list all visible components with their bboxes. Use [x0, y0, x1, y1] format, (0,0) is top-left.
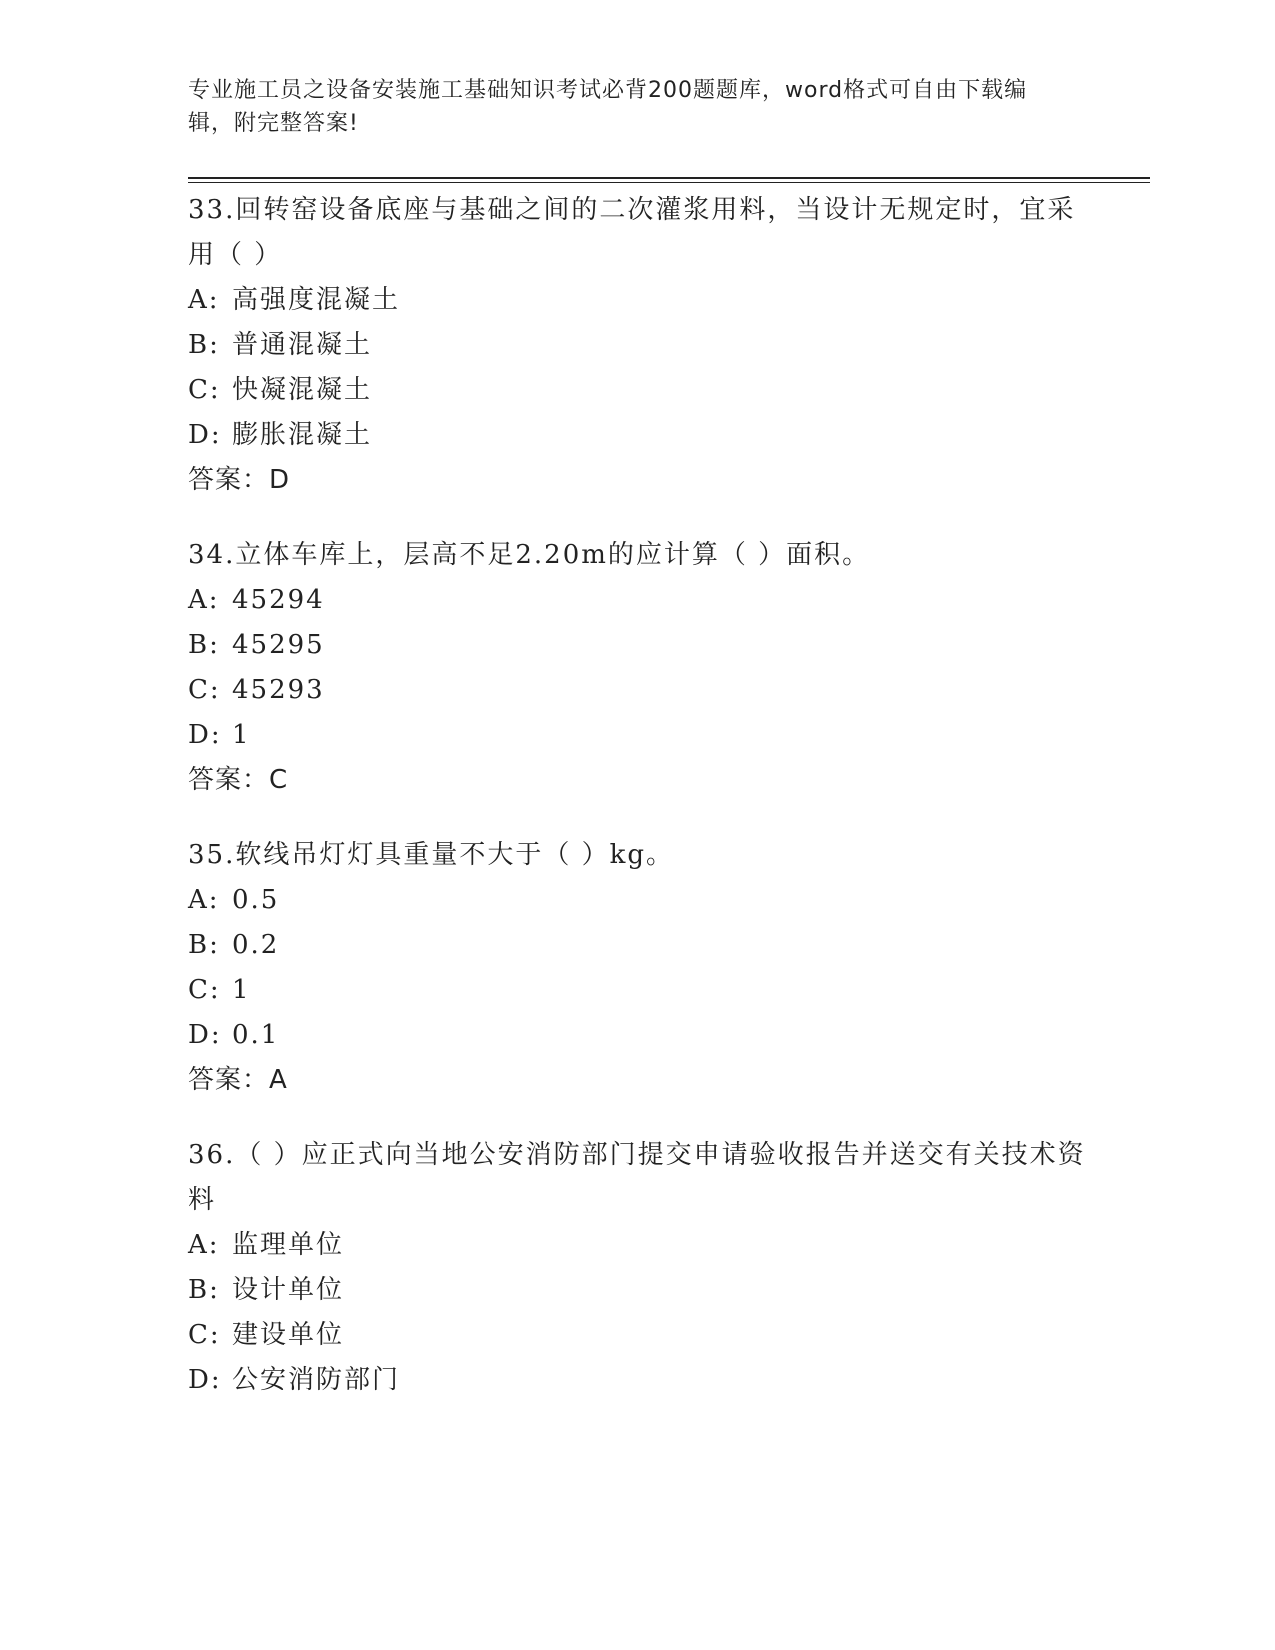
- option-text: 1: [232, 720, 251, 750]
- option-d: [188, 1358, 1088, 1403]
- option-a: [188, 878, 1088, 923]
- answer-line: 答案：A: [188, 1065, 288, 1095]
- option-text: 45293: [232, 675, 325, 705]
- option-b: [188, 323, 1088, 368]
- option-d: [188, 1013, 1088, 1058]
- option-letter: B:: [188, 330, 220, 360]
- option-letter: D:: [188, 720, 222, 750]
- option-letter: A:: [188, 585, 220, 615]
- option-text: 0.5: [232, 885, 280, 915]
- option-text: 设计单位: [232, 1275, 345, 1305]
- option-text: 45295: [232, 630, 325, 660]
- question-stem: 33.回转窑设备底座与基础之间的二次灌浆用料，当设计无规定时，宜采用（ ）: [188, 195, 1076, 270]
- header-rule-thin: [188, 182, 1150, 183]
- option-b: [188, 1268, 1088, 1313]
- option-d: [188, 713, 1088, 758]
- header-rule-thick: [188, 177, 1150, 179]
- question-36: [188, 1133, 1088, 1403]
- option-text: 45294: [232, 585, 325, 615]
- question-34: [188, 533, 1088, 803]
- question-list: [188, 188, 1088, 1433]
- option-letter: B:: [188, 930, 220, 960]
- option-letter: A:: [188, 285, 220, 315]
- option-text: 0.2: [232, 930, 280, 960]
- option-text: 高强度混凝土: [232, 285, 401, 315]
- option-letter: D:: [188, 420, 222, 450]
- option-text: 监理单位: [232, 1230, 345, 1260]
- answer-line: 答案：C: [188, 765, 289, 795]
- option-c: [188, 1313, 1088, 1358]
- option-letter: C:: [188, 675, 221, 705]
- option-letter: D:: [188, 1365, 222, 1395]
- option-letter: A:: [188, 885, 220, 915]
- option-letter: A:: [188, 1230, 220, 1260]
- option-text: 膨胀混凝土: [232, 420, 373, 450]
- option-d: [188, 413, 1088, 458]
- option-text: 0.1: [232, 1020, 280, 1050]
- question-stem: 34.立体车库上，层高不足2.20m的应计算（ ）面积。: [188, 540, 871, 570]
- option-text: 普通混凝土: [232, 330, 373, 360]
- option-letter: D:: [188, 1020, 222, 1050]
- answer-line: 答案：D: [188, 465, 291, 495]
- question-stem: 36.（ ）应正式向当地公安消防部门提交申请验收报告并送交有关技术资料: [188, 1140, 1086, 1215]
- option-letter: C:: [188, 1320, 221, 1350]
- option-text: 1: [232, 975, 251, 1005]
- document-header: 专业施工员之设备安装施工基础知识考试必背200题题库，word格式可自由下载编辑，附完整答案!: [188, 78, 1028, 136]
- option-letter: C:: [188, 375, 221, 405]
- option-a: [188, 278, 1088, 323]
- option-letter: B:: [188, 1275, 220, 1305]
- option-a: [188, 1223, 1088, 1268]
- option-text: 快凝混凝土: [232, 375, 373, 405]
- option-b: [188, 923, 1088, 968]
- question-33: [188, 188, 1088, 503]
- question-35: [188, 833, 1088, 1103]
- option-c: [188, 968, 1088, 1013]
- option-a: [188, 578, 1088, 623]
- option-c: [188, 668, 1088, 713]
- option-letter: C:: [188, 975, 221, 1005]
- option-text: 公安消防部门: [232, 1365, 401, 1395]
- option-text: 建设单位: [232, 1320, 345, 1350]
- option-c: [188, 368, 1088, 413]
- option-b: [188, 623, 1088, 668]
- question-stem: 35.软线吊灯灯具重量不大于（ ）kg。: [188, 840, 675, 870]
- option-letter: B:: [188, 630, 220, 660]
